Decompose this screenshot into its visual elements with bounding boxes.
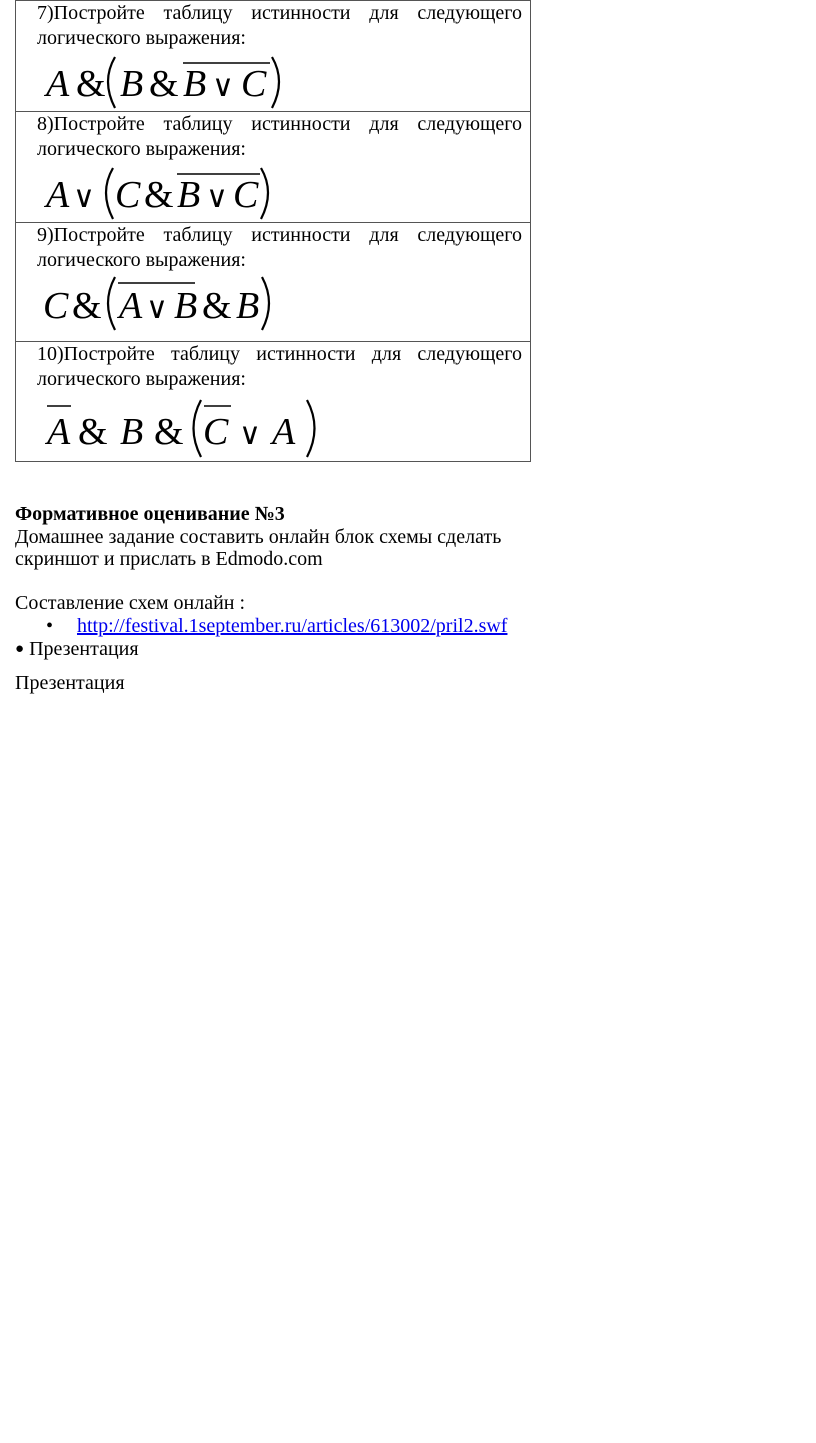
formula-9-token-7: B (236, 285, 260, 327)
formula-8-token-5: B (177, 174, 201, 216)
schemes-link[interactable]: http://festival.1september.ru/articles/613002/pril2.swf (77, 615, 508, 637)
task-row-10 (16, 342, 531, 462)
footer-presentation: Презентация (15, 672, 125, 694)
formula-8-token-4: & (144, 174, 174, 216)
formula-9-token-5: B (174, 285, 198, 327)
formula-10-token-7: A (272, 411, 296, 453)
dot-bullet: ● (15, 641, 25, 657)
task-row-8 (16, 112, 531, 223)
formula-9 (40, 273, 340, 333)
task-row-9 (16, 223, 531, 342)
task-line2-9: логического выражения: (37, 249, 246, 271)
link-bullet: • (46, 615, 54, 637)
assessment-line2: скриншот и прислать в Edmodo.com (15, 548, 323, 570)
formula-7-token-7: C (241, 63, 267, 105)
task-row-7 (16, 1, 531, 112)
formula-9-token-1: & (72, 285, 102, 327)
formula-10-token-6: ∨ (239, 418, 261, 451)
schemes-label: Составление схем онлайн : (15, 592, 246, 614)
assessment-section (15, 503, 535, 571)
formula-9-token-4: ∨ (146, 292, 168, 325)
formula-8-token-1: ∨ (73, 181, 95, 214)
assessment-heading: Формативное оценивание №3 (15, 503, 285, 525)
formula-7-token-5: B (183, 63, 207, 105)
task-text-8 (37, 112, 522, 162)
formula-10-token-3: & (154, 411, 184, 453)
formula-8-open-paren (106, 168, 113, 219)
formula-9-open-paren (108, 277, 115, 330)
task-text-7 (37, 1, 522, 51)
formula-7-token-4: & (149, 63, 179, 105)
task-line2-8: логического выражения: (37, 138, 246, 160)
task-line1-10: 10)Постройте таблицу истинности для следующего (37, 343, 522, 365)
formula-7-token-0: A (46, 63, 70, 105)
task-line1-7: 7)Постройте таблицу истинности для следующего (37, 2, 522, 24)
formula-8-token-3: C (115, 174, 141, 216)
formula-8-token-7: C (233, 174, 259, 216)
formula-10-open-paren (194, 400, 202, 457)
presentation-list-item (15, 638, 139, 662)
task-cell-7 (16, 1, 531, 112)
formula-7-token-1: & (76, 63, 106, 105)
task-cell-10 (16, 342, 531, 462)
task-line2-10: логического выражения: (37, 368, 246, 390)
formula-7-close-paren (272, 57, 279, 108)
task-text-10 (37, 342, 522, 392)
formula-10 (43, 394, 363, 460)
schemes-link-item (77, 615, 507, 637)
formula-9-token-3: A (119, 285, 143, 327)
tasks-table (15, 0, 531, 462)
task-cell-8 (16, 112, 531, 223)
task-cell-9 (16, 223, 531, 342)
formula-8-token-0: A (46, 174, 70, 216)
formula-7 (43, 51, 343, 111)
formula-9-token-0: C (43, 285, 69, 327)
task-text-9 (37, 223, 522, 273)
formula-7-token-6: ∨ (212, 70, 234, 103)
formula-9-token-6: & (202, 285, 232, 327)
formula-10-close-paren (307, 400, 315, 457)
formula-9-close-paren (262, 277, 269, 330)
formula-10-token-5: C (203, 411, 229, 453)
formula-10-token-0: A (47, 411, 71, 453)
formula-10-token-2: B (120, 411, 144, 453)
presentation-item-label: Презентация (29, 638, 139, 660)
assessment-line1: Домашнее задание составить онлайн блок схемы сделать (15, 525, 502, 548)
task-line1-9: 9)Постройте таблицу истинности для следующего (37, 224, 522, 246)
formula-8-close-paren (261, 168, 268, 219)
formula-10-token-1: & (78, 411, 108, 453)
formula-7-token-3: B (120, 63, 144, 105)
formula-7-open-paren (108, 57, 115, 108)
formula-8-token-6: ∨ (206, 181, 228, 214)
task-line2-7: логического выражения: (37, 27, 246, 49)
formula-8 (43, 162, 343, 222)
task-line1-8: 8)Постройте таблицу истинности для следующего (37, 113, 522, 135)
